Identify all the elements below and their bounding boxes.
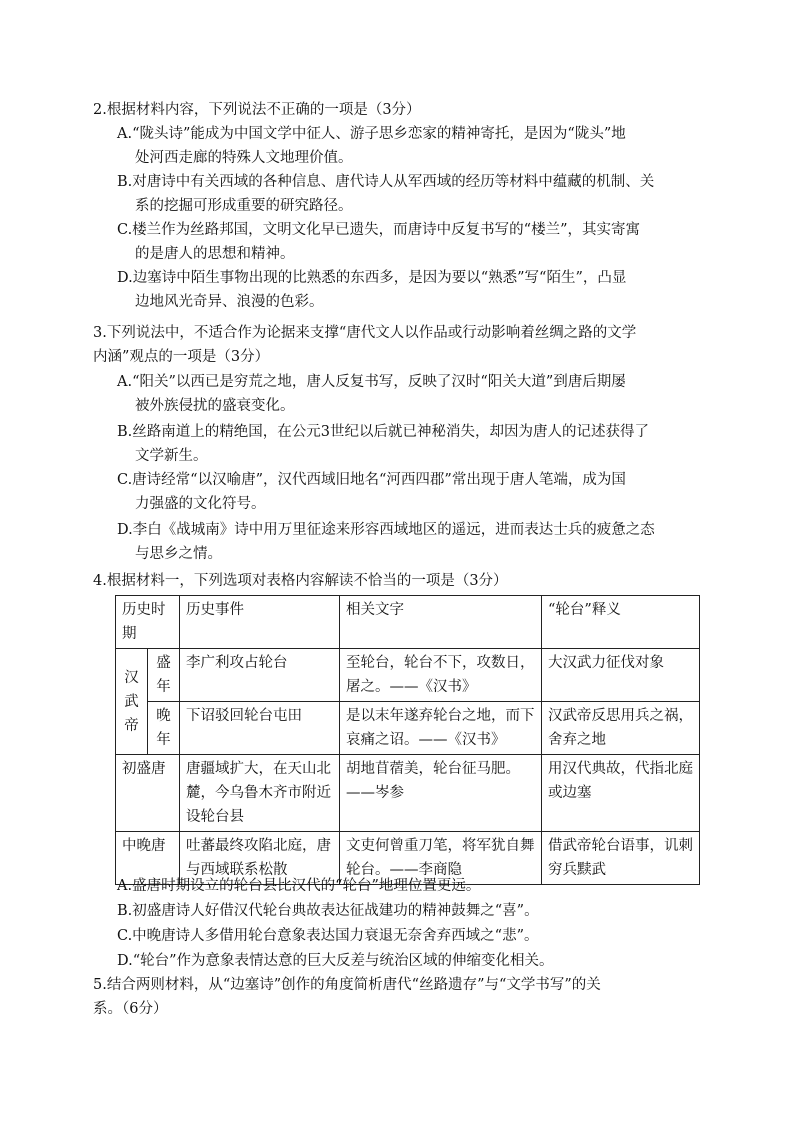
table-cell-event: 唐疆域扩大，在天山北麓，今乌鲁木齐市附近设轮台县: [180, 755, 340, 832]
table-row: [116, 755, 700, 832]
period-sheng-nian: 盛年: [148, 649, 180, 702]
table-cell-event: 吐蕃最终攻陷北庭，唐与西域联系松散: [180, 832, 340, 885]
table-cell-text: 至轮台，轮台不下，攻数日，屠之。——《汉书》: [340, 649, 542, 702]
question-5-stem: 5.结合两则材料，从“边塞诗”创作的角度简析唐代“丝路遗存”与“文学书写”的关 系。（6分）: [93, 977, 601, 1017]
question-2-stem: 2.根据材料内容，下列说法不正确的一项是（3分）: [93, 102, 421, 118]
table-header-meaning: “轮台”释义: [542, 596, 700, 649]
question-3-stem: 3.下列说法中，不适合作为论据来支撑“唐代文人以作品或行动影响着丝绸之路的文学 内涵”观点的一项是（3分）: [93, 325, 637, 365]
table-cell-meaning: 大汉武力征伐对象: [542, 649, 700, 702]
table-row: [116, 649, 700, 702]
question-4-option-c: C.中晚唐诗人多借用轮台意象表达国力衰退无奈舍弃西域之“悲”。: [117, 928, 539, 944]
table-header-text: 相关文字: [340, 596, 542, 649]
table-cell-text: 文吏何曾重刀笔，将军犹自舞轮台。——李商隐: [340, 832, 542, 885]
question-3-option-d: D.李白《战城南》诗中用万里征途来形容西域地区的遥远，进而表达士兵的疲惫之态 与思乡之情。: [117, 522, 655, 562]
table-cell-event: 下诏驳回轮台屯田: [180, 702, 340, 755]
question-3-option-b: B.丝路南道上的精绝国，在公元3世纪以后就已神秘消失，却因为唐人的记述获得了 文学新生。: [117, 424, 649, 464]
table-header-row: [116, 596, 700, 649]
question-2-option-a: A.“陇头诗”能成为中国文学中征人、游子思乡恋家的精神寄托，是因为“陇头”地 处河西走廊的特殊人文地理价值。: [117, 126, 626, 166]
question-2-option-c: C.楼兰作为丝路邦国，文明文化早已遗失，而唐诗中反复书写的“楼兰”，其实寄寓 的是唐人的思想和精神。: [117, 222, 641, 262]
table-cell-text: 胡地苜蓿美，轮台征马肥。——岑参: [340, 755, 542, 832]
table-cell-meaning: 用汉代典故，代指北庭或边塞: [542, 755, 700, 832]
table-cell-meaning: 借武帝轮台语事，讥刺穷兵黩武: [542, 832, 700, 885]
question-4-option-a: A.盛唐时期设立的轮台县比汉代的“轮台”地理位置更远。: [117, 878, 481, 894]
table-cell-period: 初盛唐: [116, 755, 180, 832]
table-cell-meaning: 汉武帝反思用兵之祸，舍弃之地: [542, 702, 700, 755]
question-3-option-c: C.唐诗经常“以汉喻唐”，汉代西域旧地名“河西四郡”常出现于唐人笔端，成为国 力强盛的文化符号。: [117, 472, 626, 512]
period-han-wudi: 汉武帝: [116, 649, 148, 755]
table-cell-event: 李广利攻占轮台: [180, 649, 340, 702]
table-cell-period: 中晚唐: [116, 832, 180, 885]
table-header-event: 历史事件: [180, 596, 340, 649]
question-4-option-b: B.初盛唐诗人好借汉代轮台典故表达征战建功的精神鼓舞之“喜”。: [117, 903, 539, 919]
table-row: [116, 702, 700, 755]
question-2-option-d: D.边塞诗中陌生事物出现的比熟悉的东西多，是因为要以“熟悉”写“陌生”，凸显 边地风光奇异、浪漫的色彩。: [117, 270, 627, 310]
period-wan-nian: 晚年: [148, 702, 180, 755]
history-table: [115, 595, 700, 885]
question-3-option-a: A.“阳关”以西已是穷荒之地，唐人反复书写，反映了汉时“阳关大道”到唐后期屡 被外族侵扰的盛衰变化。: [117, 374, 626, 414]
question-2-option-b: B.对唐诗中有关西域的各种信息、唐代诗人从军西域的经历等材料中蕴藏的机制、关 系的挖掘可形成重要的研究路径。: [117, 174, 655, 214]
table-cell-text: 是以末年遂弃轮台之地，而下哀痛之诏。——《汉书》: [340, 702, 542, 755]
table-header-period: 历史时期: [116, 596, 180, 649]
question-4-option-d: D.“轮台”作为意象表情达意的巨大反差与统治区域的伸缩变化相关。: [117, 953, 554, 969]
question-4-stem: 4.根据材料一，下列选项对表格内容解读不恰当的一项是（3分）: [93, 573, 508, 589]
